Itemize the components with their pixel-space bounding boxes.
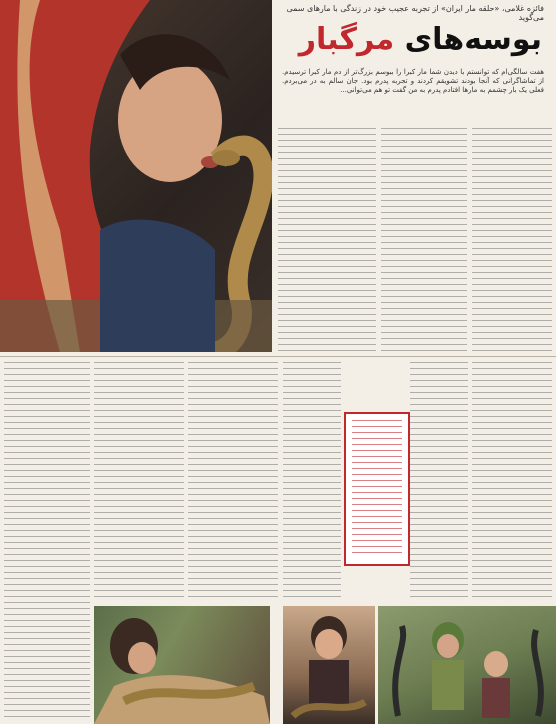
photo-girl-lying-with-snakes: [94, 606, 270, 724]
text-column-9: [4, 362, 90, 718]
article-kicker: فائزه غلامی، «حلقه مار ایران» از تجربه عجیب خود در زندگی با مارهای سمی می‌گوید: [286, 4, 544, 22]
article-header: [280, 0, 550, 125]
horizontal-rule: [0, 356, 556, 357]
text-column-2: [381, 128, 467, 358]
text-column-6: [283, 362, 341, 602]
title-part-2: مرگبار: [298, 22, 395, 57]
text-column-8: [94, 362, 184, 602]
article-title: [299, 22, 542, 57]
main-photo-girl-kissing-cobra: [0, 0, 272, 352]
pull-quote-box: [344, 412, 410, 566]
photo-child-with-snake: [283, 606, 375, 724]
text-column-4: [472, 362, 552, 602]
title-part-1: بوسه‌های: [404, 22, 542, 57]
pull-quote-text: [352, 420, 402, 558]
article-lead: هفت سالگی‌ام که توانستم با دیدن شما مار کبرا را ببوسم بزرگ‌تر از دم مار کبرا ترسیدم. از تماشاگرانی که آنجا بودند تشویقم کردند و تجربه پدرم بود. جان سالم به در می‌بردم. فعلی یک بار چشمم به مارها افتادم پدرم به من گفت تو هم می‌توانی...: [282, 68, 544, 94]
text-column-7: [188, 362, 278, 602]
text-column-5: [410, 362, 468, 602]
text-column-3: [278, 128, 376, 358]
photo-family-with-cobras: [378, 606, 556, 724]
text-column-1: [472, 128, 552, 358]
